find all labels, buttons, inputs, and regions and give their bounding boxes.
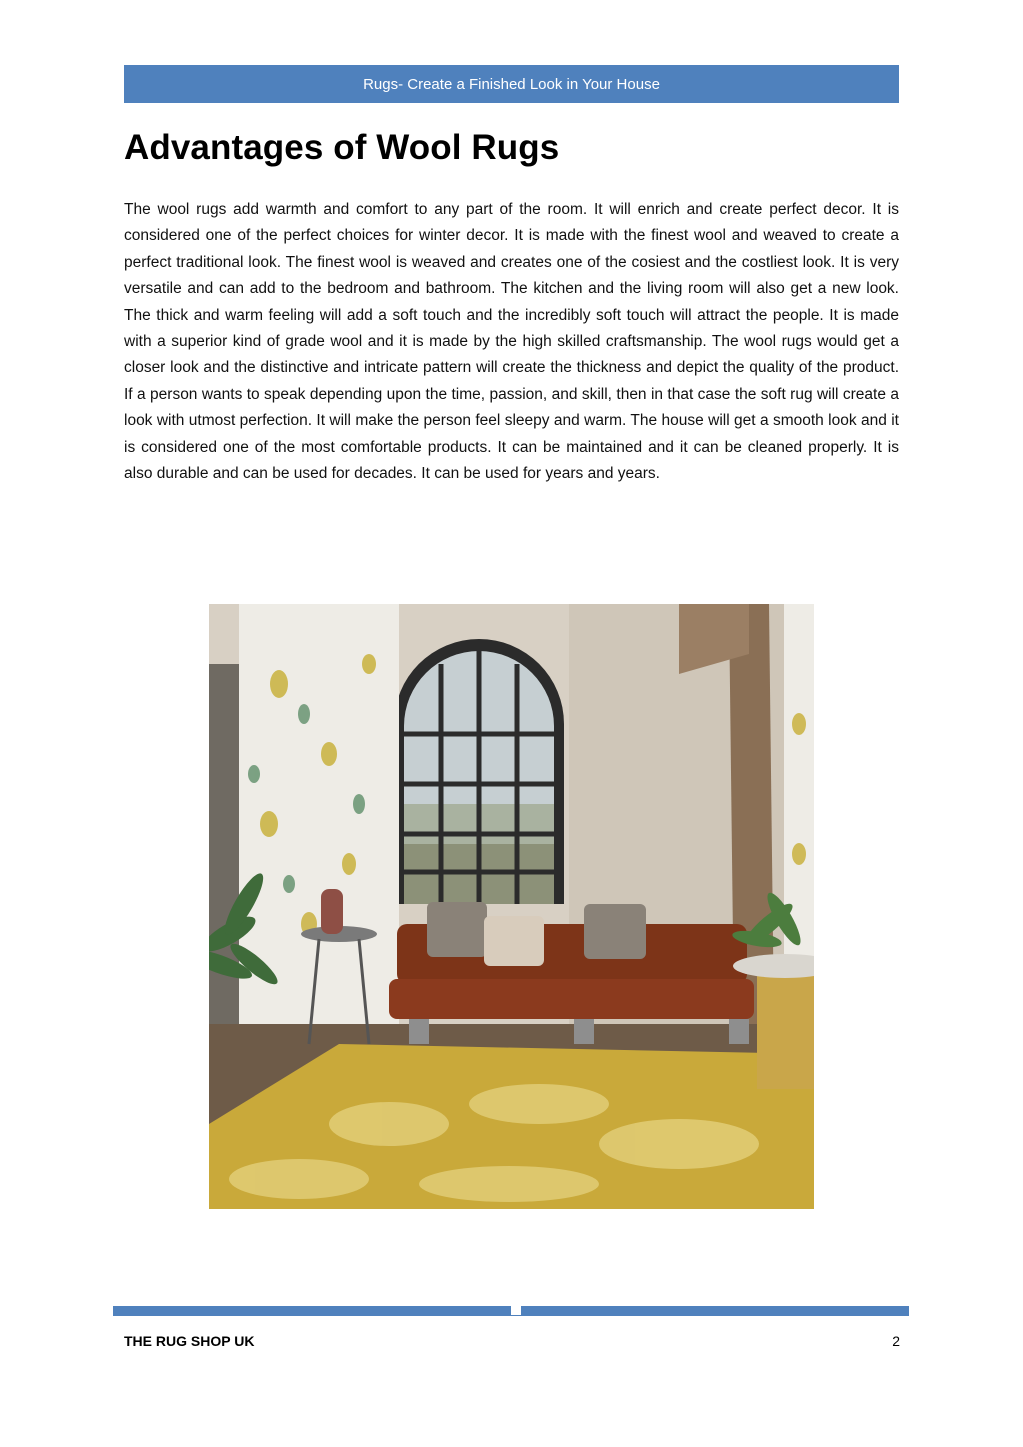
header-title: Rugs- Create a Finished Look in Your House	[363, 75, 660, 93]
page-title: Advantages of Wool Rugs	[124, 128, 560, 167]
living-room-photo	[209, 604, 814, 1209]
body-paragraph: The wool rugs add warmth and comfort to any part of the room. It will enrich and create perfect decor. It is considered one of the perfect choices for winter decor. It is made with the finest wool and weaved to create a perfect traditional look. The finest wool is weaved and creates one of the cosiest and the costliest look. It is very versatile and can add to the bedroom and bathroom. The kitchen and the living room will also get a new look. The thick and warm feeling will add a soft touch and the incredibly soft touch will attract the people. It is made with a superior kind of grade wool and it is made by the high skilled craftsmanship. The wool rugs would get a closer look and the distinctive and intricate pattern will create the thickness and depict the quality of the product. If a person wants to speak depending upon the time, passion, and skill, then in that case the soft rug will create a look with utmost perfection. It will make the person feel sleepy and warm. The house will get a smooth look and it is considered one of the most comfortable products. It can be maintained and it can be cleaned properly. It is also durable and can be used for decades. It can be used for years and years.	[124, 201, 899, 483]
page-number: 2	[892, 1333, 900, 1349]
header-bar	[124, 65, 899, 103]
footer-rule	[113, 1306, 909, 1316]
footer-company: THE RUG SHOP UK	[124, 1333, 255, 1349]
